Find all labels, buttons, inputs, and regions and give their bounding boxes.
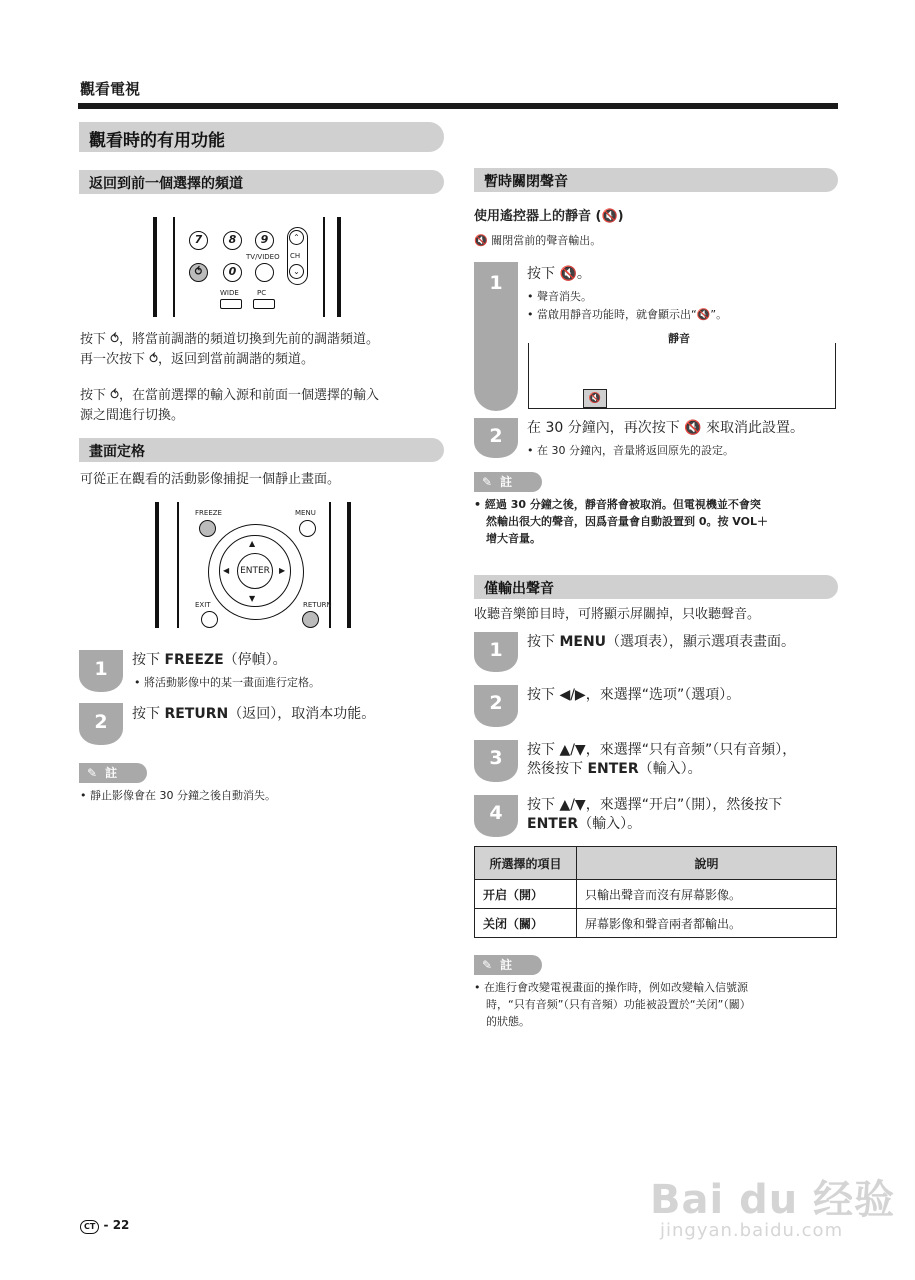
audio-step4-number: 4 (489, 802, 503, 824)
wide-button[interactable] (220, 299, 242, 309)
audio-step1-number: 1 (489, 639, 503, 661)
paperclip-icon: ✎ (482, 475, 493, 489)
freeze-label: FREEZE (195, 509, 222, 517)
arrow-left-icon[interactable]: ◀ (223, 566, 230, 575)
freeze-note: • 靜止影像會在 30 分鐘之後自動消失。 (80, 789, 276, 802)
table-header-item: 所選擇的項目 (475, 847, 577, 880)
mute-note-line1: • 經過 30 分鐘之後，靜音將會被取消。但電視機並不會突 (474, 498, 761, 511)
watermark-url: jingyan.baidu.com (660, 1220, 844, 1241)
mute-screen-label: 靜音 (668, 332, 690, 345)
audio-step2-text: 按下 ◀/▶，來選擇“选项”（選項）。 (527, 687, 741, 703)
mute-note-line2: 然輸出很大的聲音，因爲音量會自動設置到 0。按 VOL＋ (486, 515, 768, 528)
table-header-desc: 說明 (577, 847, 837, 880)
prev-channel-title: 返回到前一個選擇的頻道 (79, 170, 444, 194)
audio-note-line2: 時，“只有音频”（只有音頻）功能被設置於“关闭”（關） (486, 998, 751, 1011)
direction-pad[interactable] (219, 535, 291, 607)
flashback-button[interactable]: ⥀ (189, 263, 208, 282)
prev-channel-para1-line2: 再一次按下 ⥀，返回到當前調諧的頻道。 (80, 352, 315, 367)
audio-step4-line1: 按下 ▲/▼，來選擇“开启”（開），然後按下 (527, 797, 783, 813)
watermark-logo: Bai du 经验 (650, 1177, 896, 1223)
return-label: RETURN (303, 601, 332, 609)
mute-step2-text: 在 30 分鐘內，再次按下 🔇 來取消此設置。 (527, 420, 805, 436)
return-button[interactable] (302, 611, 319, 628)
audio-only-desc: 收聽音樂節目時，可將顯示屏關掉，只收聽聲音。 (474, 607, 761, 622)
freeze-step2-text: 按下 RETURN（返回），取消本功能。 (132, 706, 376, 722)
menu-button[interactable] (299, 520, 316, 537)
audio-step3-line2: 然後按下 ENTER（輸入）。 (527, 761, 702, 777)
table-cell: 开启（開） (475, 880, 577, 909)
key-8-button[interactable]: 8 (223, 231, 242, 250)
channel-rocker[interactable] (287, 227, 308, 285)
menu-key: MENU (559, 634, 607, 650)
return-key: RETURN (164, 706, 229, 722)
enter-key: ENTER (527, 816, 579, 832)
navigation-ring (208, 524, 304, 620)
audio-step3-line1: 按下 ▲/▼，來選擇“只有音频”（只有音頻）， (527, 742, 797, 758)
table-row (475, 909, 837, 938)
freeze-step2-number: 2 (94, 711, 108, 733)
arrow-up-icon[interactable]: ▲ (249, 539, 256, 548)
freeze-step1-text: 按下 FREEZE（停幀）。 (132, 652, 287, 668)
paperclip-icon: ✎ (482, 958, 493, 972)
audio-step3-number: 3 (489, 747, 503, 769)
mute-screen-illustration (528, 343, 836, 409)
mute-step1-bullet2: • 當啟用靜音功能時，就會顯示出“🔇”。 (527, 308, 728, 321)
audio-note-line1: • 在進行會改變電視畫面的操作時，例如改變輸入信號源 (474, 981, 748, 994)
freeze-step1-number: 1 (94, 658, 108, 680)
page-footer: CT - 22 (80, 1218, 129, 1234)
freeze-desc: 可從正在觀看的活動影像捕捉一個靜止畫面。 (80, 472, 341, 487)
main-title: 觀看時的有用功能 (79, 122, 444, 152)
chevron-down-icon[interactable]: ⌄ (289, 264, 304, 279)
exit-button[interactable] (201, 611, 218, 628)
key-7-button[interactable]: 7 (189, 231, 208, 250)
chevron-up-icon[interactable]: ⌃ (289, 230, 304, 245)
header-rule (78, 103, 838, 109)
exit-label: EXIT (195, 601, 211, 609)
mute-step1-bullet1: • 聲音消失。 (527, 290, 592, 303)
freeze-key: FREEZE (164, 652, 224, 668)
freeze-note-tag: ✎ 註 (79, 763, 147, 783)
freeze-title: 畫面定格 (79, 438, 444, 462)
mute-subtitle: 使用遙控器上的靜音 (🔇) (474, 209, 624, 224)
tv-video-button[interactable] (255, 263, 274, 282)
mute-onscreen-icon: 🔇 (583, 389, 607, 408)
pc-label: PC (257, 289, 267, 297)
table-cell: 只輸出聲音而沒有屏幕影像。 (577, 880, 837, 909)
wide-label: WIDE (220, 289, 239, 297)
enter-key: ENTER (587, 761, 639, 777)
pc-button[interactable] (253, 299, 275, 309)
audio-only-table (474, 846, 837, 938)
page-number: 22 (112, 1218, 130, 1232)
prev-channel-para2-line1: 按下 ⥀，在當前選擇的輸入源和前面一個選擇的輸入 (80, 388, 380, 403)
mute-step2-bullet1: • 在 30 分鐘內，音量將返回原先的設定。 (527, 444, 734, 457)
audio-note-line3: 的狀態。 (486, 1015, 530, 1028)
audio-step4-line2: ENTER（輸入）。 (527, 816, 642, 832)
remote-illustration-channel (150, 215, 350, 321)
remote-illustration-freeze (155, 500, 355, 630)
mute-step1-text: 按下 🔇。 (527, 266, 591, 282)
audio-step2-number: 2 (489, 692, 503, 714)
key-0-button[interactable]: 0 (223, 263, 242, 282)
paperclip-icon: ✎ (87, 766, 98, 780)
table-row (475, 880, 837, 909)
mute-step2-number: 2 (489, 425, 503, 447)
audio-only-title: 僅輸出聲音 (474, 575, 838, 599)
freeze-step1-sub: • 將活動影像中的某一畫面進行定格。 (134, 676, 320, 689)
section-header: 觀看電視 (80, 80, 141, 98)
mute-step1-number: 1 (489, 272, 503, 294)
mute-title: 暫時關閉聲音 (474, 168, 838, 192)
prev-channel-para1-line1: 按下 ⥀，將當前調諧的頻道切換到先前的調諧頻道。 (80, 332, 380, 347)
language-badge: CT (80, 1220, 99, 1234)
key-9-button[interactable]: 9 (255, 231, 274, 250)
audio-step1-text: 按下 MENU（選項表），顯示選項表畫面。 (527, 634, 796, 650)
table-cell: 关闭（關） (475, 909, 577, 938)
freeze-button[interactable] (199, 520, 216, 537)
mute-subdesc: 🔇 關閉當前的聲音輸出。 (474, 234, 602, 247)
menu-label: MENU (295, 509, 316, 517)
arrow-right-icon[interactable]: ▶ (279, 566, 286, 575)
table-cell: 屏幕影像和聲音兩者都輸出。 (577, 909, 837, 938)
table-header-row (475, 847, 837, 880)
enter-button[interactable]: ENTER (237, 553, 273, 589)
tv-video-label: TV/VIDEO (246, 253, 280, 261)
arrow-down-icon[interactable]: ▼ (249, 594, 256, 603)
audio-note-tag: ✎ 註 (474, 955, 542, 975)
ch-label: CH (290, 252, 301, 260)
mute-note-tag: ✎ 註 (474, 472, 542, 492)
prev-channel-para2-line2: 源之間進行切換。 (80, 408, 185, 423)
mute-note-line3: 增大音量。 (486, 532, 541, 545)
